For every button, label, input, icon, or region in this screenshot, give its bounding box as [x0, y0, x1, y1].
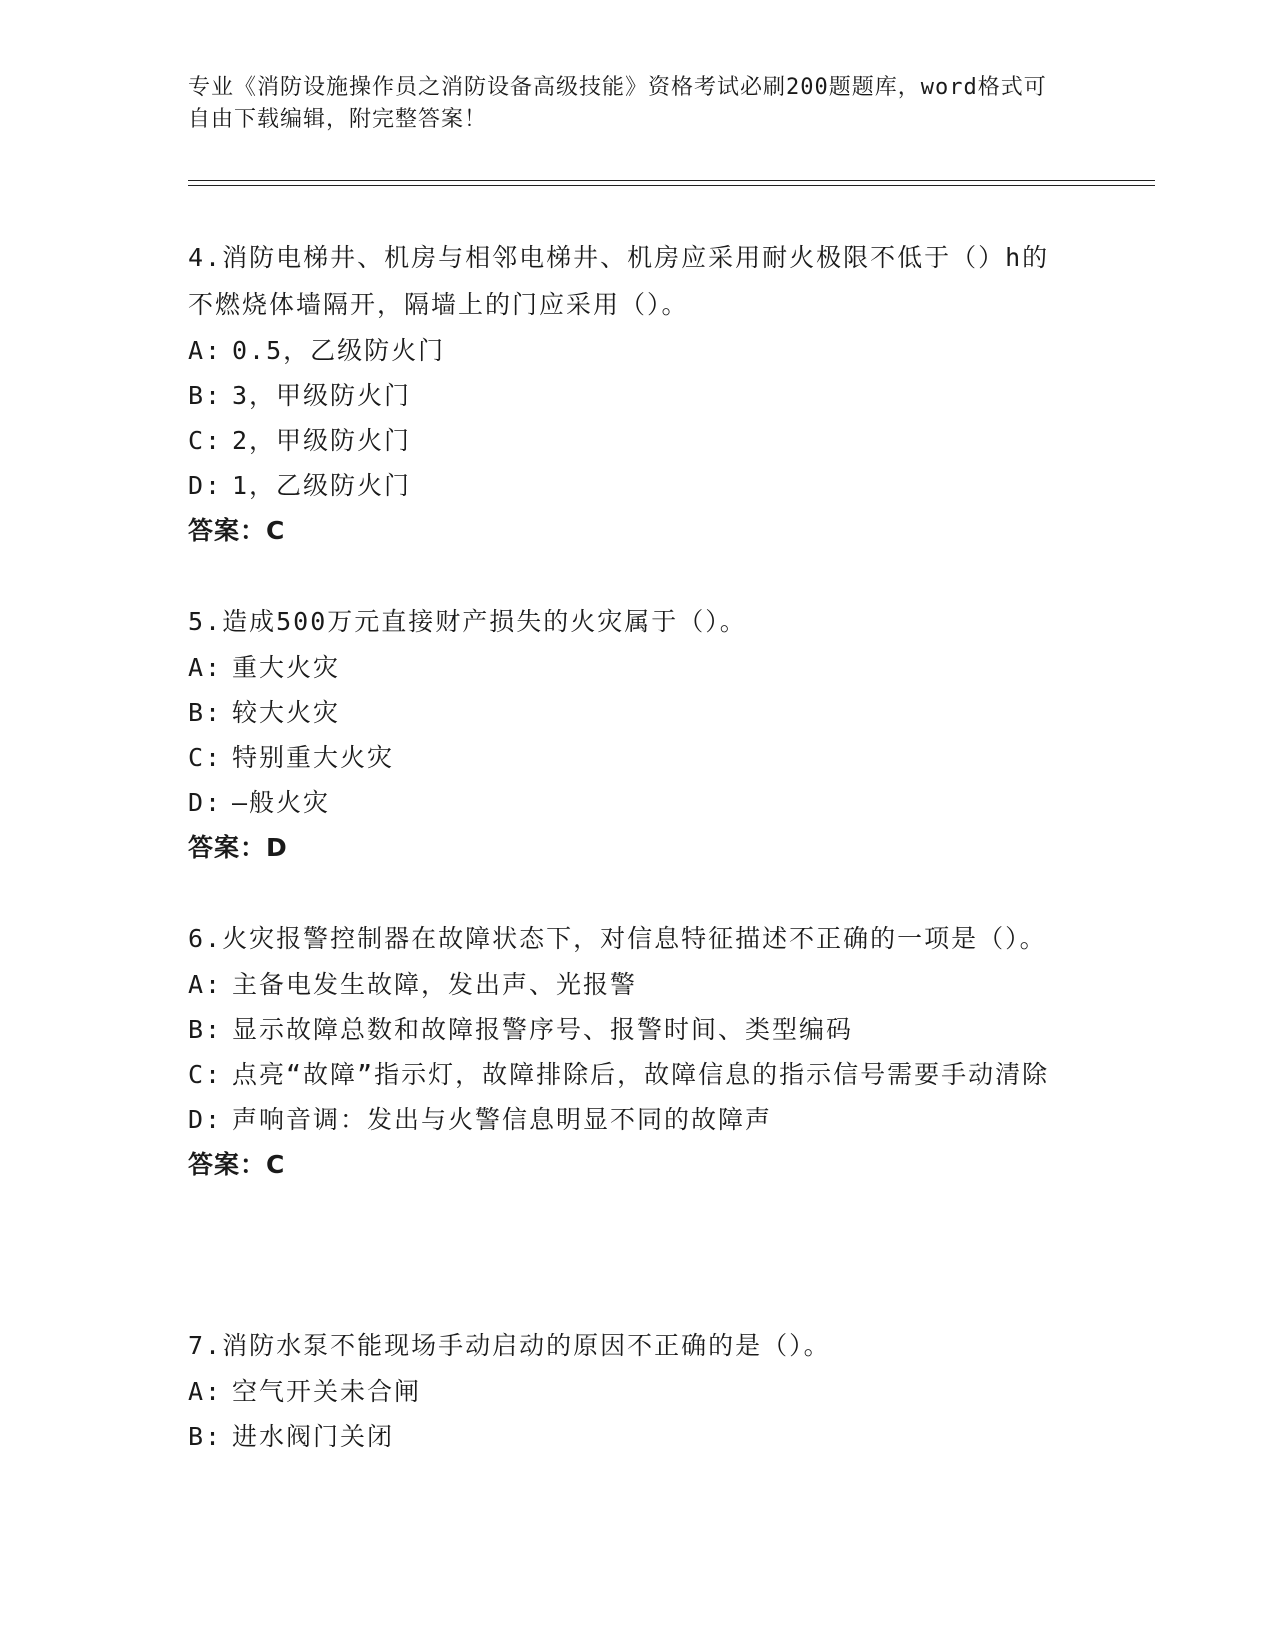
option-c [188, 418, 1068, 463]
option-text: 主备电发生故障，发出声、光报警 [232, 970, 638, 999]
option-b [188, 373, 1068, 418]
option-label: C: [188, 743, 223, 772]
option-text: 较大火灾 [232, 698, 341, 727]
option-text: 2，甲级防火门 [232, 426, 412, 455]
option-label: D: [188, 1105, 223, 1134]
option-a [188, 1369, 1068, 1414]
answer-line: 答案：C [188, 516, 286, 545]
option-label: C: [188, 426, 223, 455]
question-5 [188, 598, 1068, 870]
option-label: B: [188, 698, 223, 727]
question-stem: 7.消防水泵不能现场手动启动的原因不正确的是（）。 [188, 1331, 831, 1360]
option-label: A: [188, 970, 223, 999]
option-a [188, 328, 1068, 373]
option-c [188, 1052, 1068, 1097]
option-b [188, 1414, 1068, 1459]
option-label: D: [188, 471, 223, 500]
option-c [188, 735, 1068, 780]
option-d [188, 1097, 1068, 1142]
answer-line: 答案：D [188, 833, 288, 862]
option-a [188, 962, 1068, 1007]
option-label: C: [188, 1060, 223, 1089]
option-text: 点亮“故障”指示灯，故障排除后，故障信息的指示信号需要手动清除 [232, 1060, 1050, 1089]
option-text: 空气开关未合闸 [232, 1377, 422, 1406]
option-text: 声响音调：发出与火警信息明显不同的故障声 [232, 1105, 773, 1134]
option-label: A: [188, 1377, 223, 1406]
option-d [188, 463, 1068, 508]
question-4 [188, 234, 1068, 553]
option-label: B: [188, 1015, 223, 1044]
option-label: A: [188, 336, 223, 365]
option-label: A: [188, 653, 223, 682]
question-6 [188, 915, 1068, 1187]
option-text: 特别重大火灾 [232, 743, 395, 772]
option-text: 进水阀门关闭 [232, 1422, 395, 1451]
question-stem: 6.火灾报警控制器在故障状态下，对信息特征描述不正确的一项是（）。 [188, 924, 1047, 953]
option-d [188, 780, 1068, 825]
option-label: B: [188, 1422, 223, 1451]
document-header: 专业《消防设施操作员之消防设备高级技能》资格考试必刷200题题库，word格式可自由下载编辑，附完整答案！ [188, 75, 1047, 132]
option-label: B: [188, 381, 223, 410]
option-text: 重大火灾 [232, 653, 341, 682]
option-b [188, 690, 1068, 735]
option-text: —般火灾 [232, 788, 331, 817]
question-stem: 4.消防电梯井、机房与相邻电梯井、机房应采用耐火极限不低于（）h的不燃烧体墙隔开，隔墙上的门应采用（）。 [188, 243, 1050, 319]
question-stem: 5.造成500万元直接财产损失的火灾属于（）。 [188, 607, 747, 636]
option-b [188, 1007, 1068, 1052]
option-a [188, 645, 1068, 690]
answer-line: 答案：C [188, 1150, 286, 1179]
question-7 [188, 1322, 1068, 1459]
option-label: D: [188, 788, 223, 817]
header-divider-bottom [188, 185, 1155, 186]
header-divider-top [188, 180, 1155, 181]
option-text: 0.5，乙级防火门 [232, 336, 446, 365]
option-text: 3，甲级防火门 [232, 381, 412, 410]
option-text: 1，乙级防火门 [232, 471, 412, 500]
option-text: 显示故障总数和故障报警序号、报警时间、类型编码 [232, 1015, 854, 1044]
